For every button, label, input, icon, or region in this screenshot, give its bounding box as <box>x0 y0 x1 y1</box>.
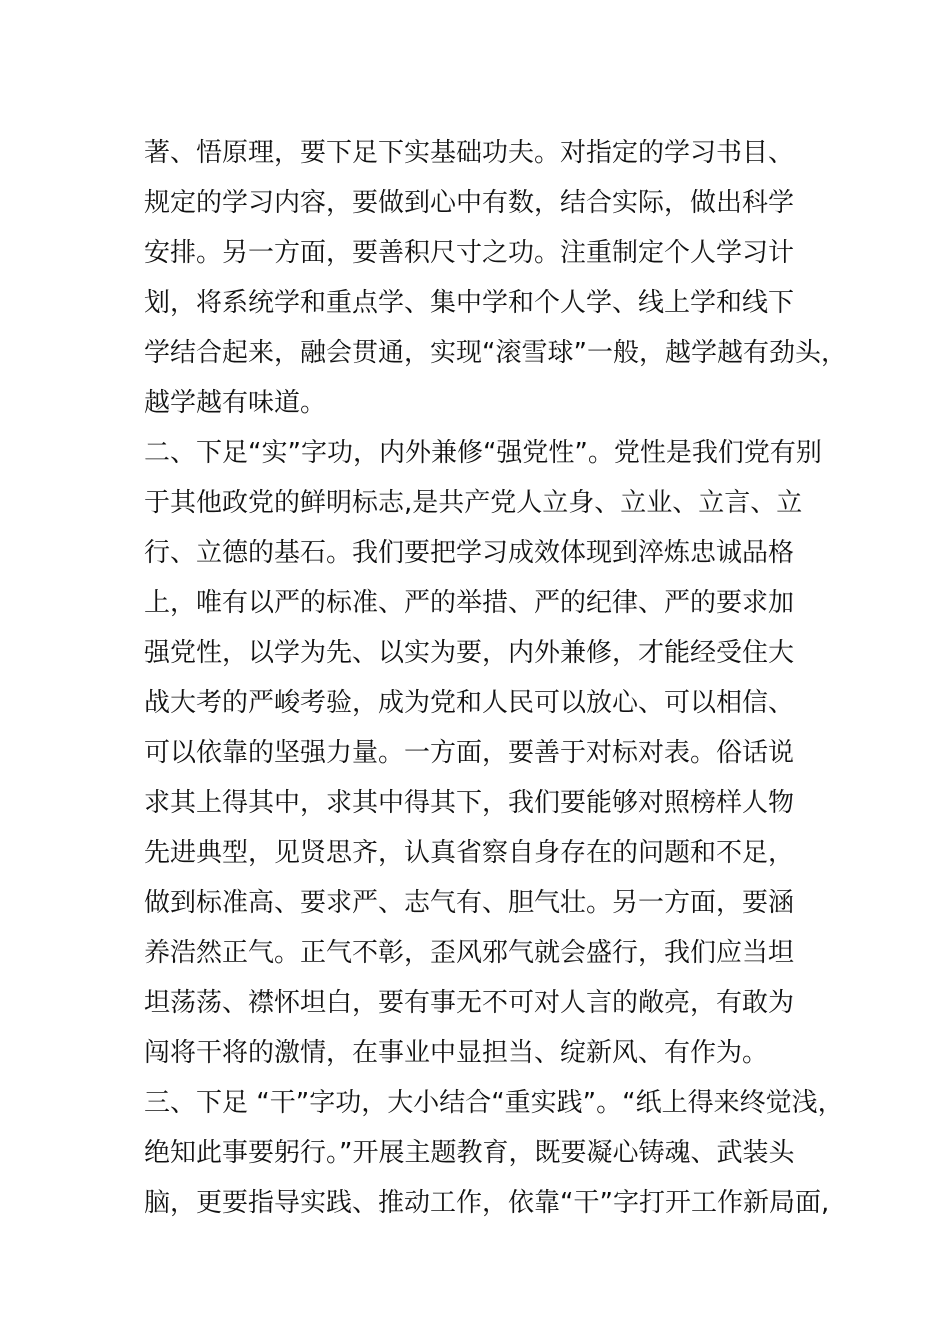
text-line: 闯将干将的激情，在事业中显担当、绽新风、有作为。 <box>144 1038 769 1068</box>
text-line: 学结合起来，融会贯通，实现“滚雪球”一般，越学越有劲头， <box>144 338 847 368</box>
text-line: 脑，更要指导实践、推动工作，依靠“干”字打开工作新局面, <box>144 1188 830 1218</box>
text-line: 战大考的严峻考验，成为党和人民可以放心、可以相信、 <box>144 688 795 718</box>
body-text <box>144 128 847 1228</box>
text-line: 养浩然正气。正气不彰，歪风邪气就会盛行，我们应当坦 <box>144 938 795 968</box>
text-line: 行、立德的基石。我们要把学习成效体现到淬炼忠诚品格 <box>144 538 795 568</box>
section-heading-line: 三、下足 “干”字功，大小结合“重实践”。“纸上得来终觉浅， <box>144 1088 844 1118</box>
text-line: 求其上得其中，求其中得其下，我们要能够对照榜样人物 <box>144 788 795 818</box>
text-line: 上，唯有以严的标准、严的举措、严的纪律、严的要求加 <box>144 588 795 618</box>
text-line: 于其他政党的鲜明标志,是共产党人立身、立业、立言、立 <box>144 488 803 518</box>
text-line: 越学越有味道。 <box>144 388 327 418</box>
text-line: 绝知此事要躬行。”开展主题教育，既要凝心铸魂、武装头 <box>144 1138 795 1168</box>
text-line: 坦荡荡、襟怀坦白，要有事无不可对人言的敞亮，有敢为 <box>144 988 795 1018</box>
text-line: 做到标准高、要求严、志气有、胆气壮。另一方面，要涵 <box>144 888 795 918</box>
text-line: 规定的学习内容，要做到心中有数，结合实际，做出科学 <box>144 188 795 218</box>
section-heading-line: 二、下足“实”字功，内外兼修“强党性”。党性是我们党有别 <box>144 438 822 468</box>
text-line: 先进典型，见贤思齐，认真省察自身存在的问题和不足， <box>144 838 795 868</box>
text-line: 著、悟原理，要下足下实基础功夫。对指定的学习书目、 <box>144 138 795 168</box>
text-line: 划，将系统学和重点学、集中学和个人学、线上学和线下 <box>144 288 795 318</box>
text-line: 强党性，以学为先、以实为要，内外兼修，才能经受住大 <box>144 638 795 668</box>
text-line: 可以依靠的坚强力量。一方面，要善于对标对表。俗话说 <box>144 738 795 768</box>
text-line: 安排。另一方面，要善积尺寸之功。注重制定个人学习计 <box>144 238 795 268</box>
